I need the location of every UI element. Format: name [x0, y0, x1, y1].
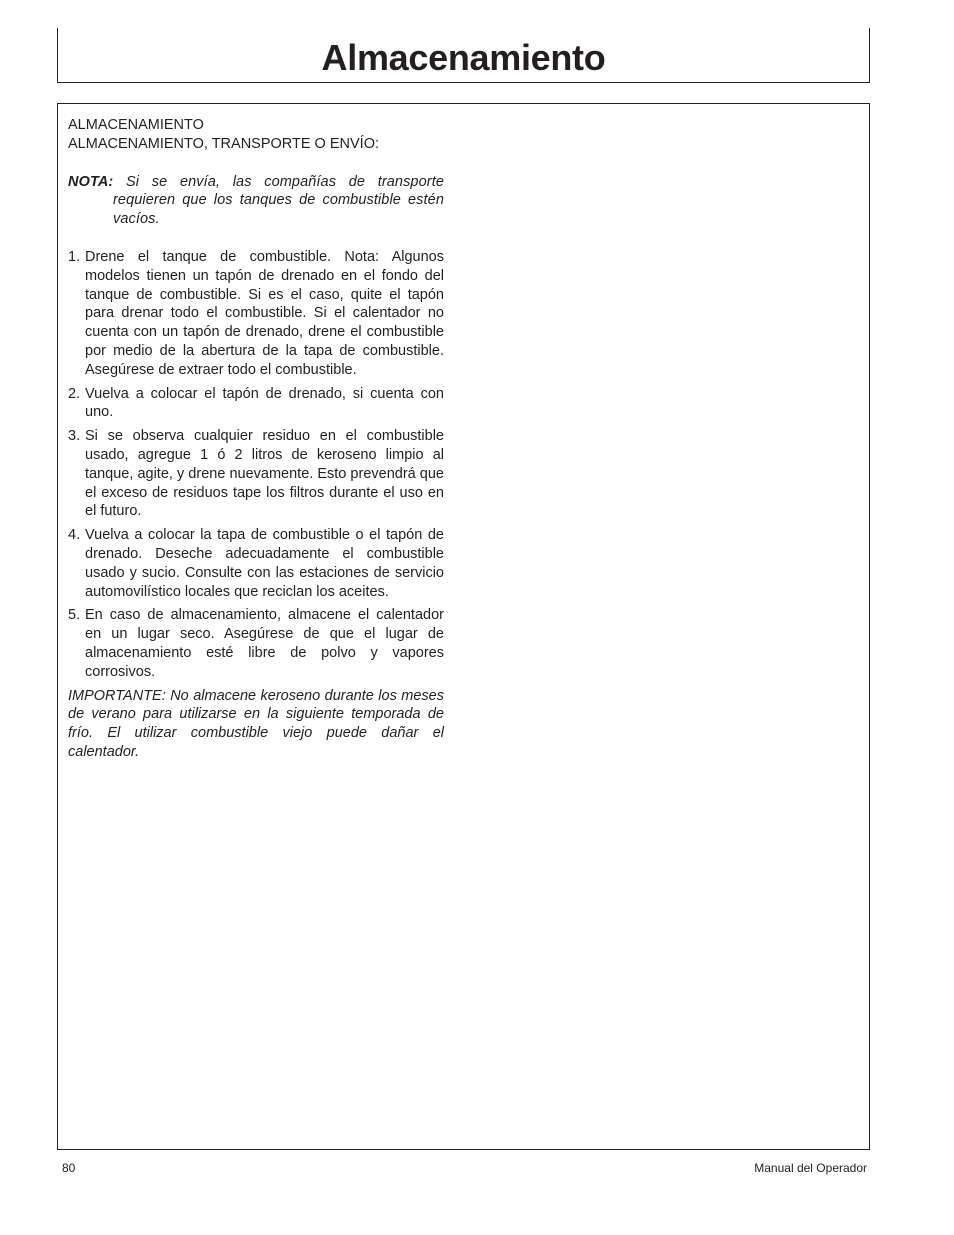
important-notice: IMPORTANTE: No almacene keroseno durante los meses de verano para utilizarse en la siguiente temporada de frío. El utilizar combustible viejo puede dañar el calentador.: [68, 687, 444, 760]
steps-list: [68, 248, 444, 682]
list-item: [68, 427, 444, 521]
page-header: [57, 28, 870, 83]
step-number: 2.: [68, 385, 81, 402]
list-item: [68, 526, 444, 601]
step-text: Si se observa cualquier residuo en el combustible usado, agregue 1 ó 2 litros de keroseno limpio al tanque, agite, y drene nuevamente. Esto prevendrá que el exceso de residuos tape los filtros durante el uso en el futuro.: [85, 428, 444, 520]
page-title: Almacenamiento: [321, 37, 606, 78]
section-heading: ALMACENAMIENTO: [68, 117, 204, 133]
step-number: 5.: [68, 607, 81, 624]
page-number: 80: [62, 1161, 76, 1175]
step-number: 3.: [68, 428, 81, 445]
step-text: Vuelva a colocar el tapón de drenado, si cuenta con uno.: [85, 385, 444, 421]
step-number: 1.: [68, 248, 81, 265]
note-paragraph: [68, 173, 444, 229]
step-text: Drene el tanque de combustible. Nota: Algunos modelos tienen un tapón de drenado en el fondo del tanque de combustible. Si es el caso, quite el tapón para drenar todo el combustible. Si el calentador no cuenta con un tapón de drenado, drene el combustible por medio de la abertura de la tapa de combustible. Asegúrese de extraer todo el combustible.: [85, 248, 444, 378]
text-column: [68, 116, 444, 776]
list-item: [68, 248, 444, 380]
step-text: En caso de almacenamiento, almacene el calentador en un lugar seco. Asegúrese de que el lugar de almacenamiento esté libre de polvo y vapores corrosivos.: [85, 607, 444, 680]
section-subheading: ALMACENAMIENTO, TRANSPORTE O ENVÍO:: [68, 135, 380, 152]
note-label: NOTA:: [68, 173, 114, 190]
step-text: Vuelva a colocar la tapa de combustible o el tapón de drenado. Deseche adecuadamente el combustible usado y sucio. Consulte con las estaciones de servicio automovilístico locales que reciclan los aceites.: [85, 527, 444, 600]
step-number: 4.: [68, 527, 81, 544]
note-text: Si se envía, las compañías de transporte requieren que los tanques de combustible estén vacíos.: [113, 173, 444, 228]
list-item: [68, 606, 444, 681]
manual-name: Manual del Operador: [754, 1161, 867, 1175]
content-box: [57, 103, 870, 1150]
list-item: [68, 385, 444, 423]
